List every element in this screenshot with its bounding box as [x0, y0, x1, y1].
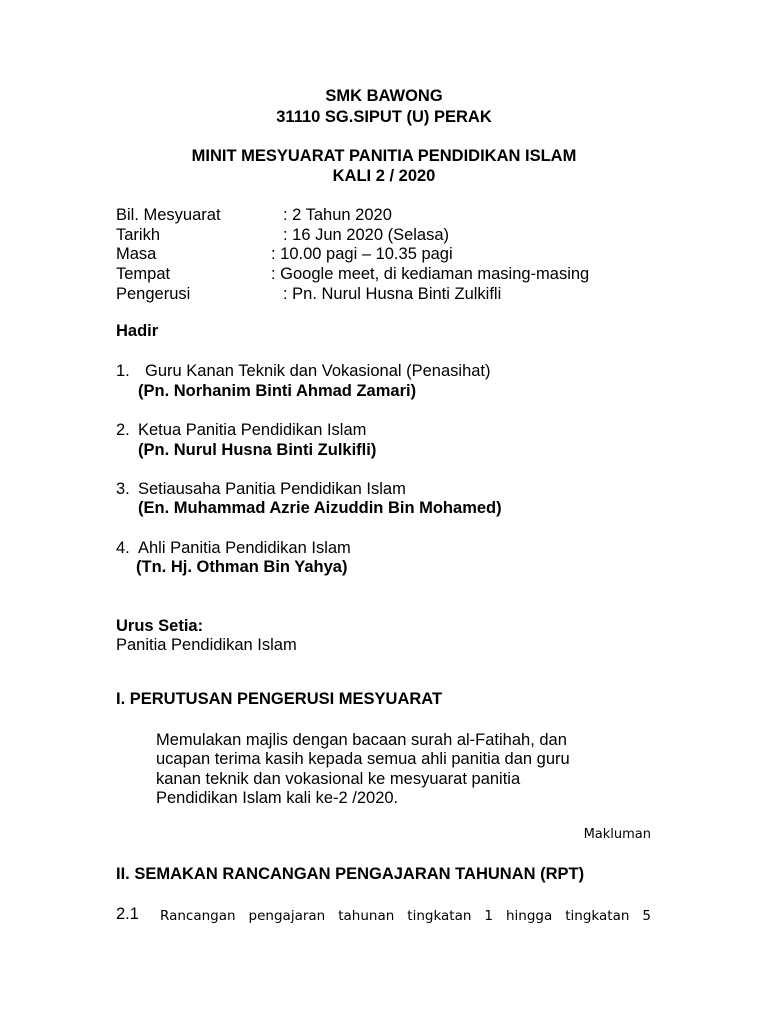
- detail-label-masa: Masa: [116, 245, 157, 263]
- paragraph-line: Memulakan majlis dengan bacaan surah al-Fatihah, dan: [156, 731, 567, 749]
- detail-value-bil: : 2 Tahun 2020: [283, 206, 392, 224]
- detail-label-tarikh: Tarikh: [116, 226, 161, 244]
- attendee-number: 4.: [116, 539, 130, 557]
- detail-value-masa: : 10.00 pagi – 10.35 pagi: [271, 245, 453, 263]
- item-2-1-text: [160, 908, 651, 924]
- attendee-role: Guru Kanan Teknik dan Vokasional (Penasihat): [145, 362, 491, 380]
- attendee-name: (Pn. Norhanim Binti Ahmad Zamari): [138, 382, 417, 400]
- detail-value-tempat: : Google meet, di kediaman masing-masing: [271, 265, 590, 283]
- item-number: 2.1: [116, 905, 139, 923]
- item-word: pengajaran: [248, 908, 326, 924]
- attendee-role: Ahli Panitia Pendidikan Islam: [138, 539, 351, 557]
- attendee-name: (Pn. Nurul Husna Binti Zulkifli): [138, 441, 377, 459]
- attendee-number: 3.: [116, 480, 130, 498]
- document-title: MINIT MESYUARAT PANITIA PENDIDIKAN ISLAM: [191, 147, 577, 165]
- makluman-note: Makluman: [583, 827, 651, 842]
- school-name: SMK BAWONG: [325, 87, 443, 105]
- detail-label-tempat: Tempat: [116, 265, 171, 283]
- detail-value-tarikh: : 16 Jun 2020 (Selasa): [283, 226, 450, 244]
- detail-value-pengerusi: : Pn. Nurul Husna Binti Zulkifli: [283, 285, 502, 303]
- item-word: tingkatan: [407, 908, 472, 924]
- detail-label-pengerusi: Pengerusi: [116, 285, 191, 303]
- meeting-session: KALI 2 / 2020: [332, 167, 436, 185]
- attendee-number: 2.: [116, 421, 130, 439]
- paragraph-line: ucapan terima kasih kepada semua ahli panitia dan guru: [156, 750, 570, 768]
- attendee-name: (En. Muhammad Azrie Aizuddin Bin Mohamed): [138, 499, 502, 517]
- item-word: 1: [484, 908, 494, 924]
- paragraph-line: kanan teknik dan vokasional ke mesyuarat panitia: [156, 770, 521, 788]
- item-word: hingga: [506, 908, 553, 924]
- attendee-role: Ketua Panitia Pendidikan Islam: [138, 421, 367, 439]
- item-word: Rancangan: [160, 908, 236, 924]
- urus-setia-value: Panitia Pendidikan Islam: [116, 636, 297, 654]
- item-word: 5: [642, 908, 651, 924]
- paragraph-line: Pendidikan Islam kali ke-2 /2020.: [156, 789, 399, 807]
- attendee-name: (Tn. Hj. Othman Bin Yahya): [136, 558, 348, 576]
- urus-setia-heading: Urus Setia:: [116, 617, 204, 635]
- attendee-number: 1.: [116, 362, 130, 380]
- detail-label-bil: Bil. Mesyuarat: [116, 206, 221, 224]
- section-2-heading: II. SEMAKAN RANCANGAN PENGAJARAN TAHUNAN (RPT): [116, 865, 585, 883]
- school-address: 31110 SG.SIPUT (U) PERAK: [276, 108, 492, 126]
- attendee-role: Setiausaha Panitia Pendidikan Islam: [138, 480, 406, 498]
- section-1-heading: I. PERUTUSAN PENGERUSI MESYUARAT: [116, 690, 443, 708]
- hadir-heading: Hadir: [116, 322, 159, 340]
- item-word: tingkatan: [565, 908, 630, 924]
- item-word: tahunan: [338, 908, 395, 924]
